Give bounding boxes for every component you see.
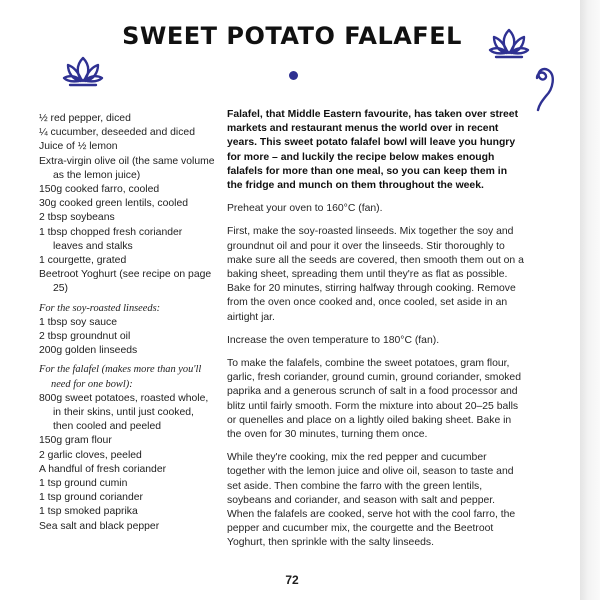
ingredient-item: 150g cooked farro, cooled xyxy=(39,184,160,196)
method-step: To make the falafels, combine the sweet potatoes, gram flour, garlic, fresh coriander, ground cumin, ground coriander, smoked paprika and a generous scrunch of salt in a food processor and blitz until fairly smooth. Form the mixture into about 20–25 balls or quenelles and place on a lightly oiled baking sheet. Bake in the oven for 30 minutes, turning them once. xyxy=(227,358,521,441)
ingredient-item: 1 courgette, grated xyxy=(39,255,127,267)
ingredient-item: 1 tsp smoked paprika xyxy=(39,506,138,518)
ingredient-item: 30g cooked green lentils, cooled xyxy=(39,198,189,210)
divider-dot xyxy=(289,71,298,80)
ingredient-item: 1 tsp ground cumin xyxy=(39,478,128,490)
method-text xyxy=(227,108,525,560)
ingredient-item: 200g golden linseeds xyxy=(39,345,138,357)
ingredient-item: Juice of ½ lemon xyxy=(39,141,118,153)
ingredient-item: Sea salt and black pepper xyxy=(39,520,160,532)
linseeds-subheading: For the soy-roasted linseeds: xyxy=(39,302,161,314)
ingredient-item: A handful of fresh coriander xyxy=(39,463,167,475)
lotus-icon xyxy=(488,26,530,60)
method-step: While they're cooking, mix the red pepper and cucumber together with the lemon juice and olive oil, season to taste and set aside. Then combine the farro with the green lentils, soybeans and coriander, and season with salt and pepper. When the falafels are cooked, serve hot with the cool farro, the pepper and cucumber mix, the courgette and the Beetroot Yoghurt, then sprinkle with the salty linseeds. xyxy=(227,452,516,549)
ingredient-item: 2 garlic cloves, peeled xyxy=(39,449,142,461)
ingredient-item: 1 tbsp soy sauce xyxy=(39,316,117,328)
ingredient-item: 800g sweet potatoes, roasted whole, in their skins, until just cooked, then cooled and peeled xyxy=(39,392,209,433)
recipe-title: SWEET POTATO FALAFEL xyxy=(122,22,462,50)
ingredient-item: ½ red pepper, diced xyxy=(39,113,131,124)
intro-paragraph: Falafel, that Middle Eastern favourite, has taken over street markets and restaurant menus the world over in recent years. This sweet potato falafel bowl will leave you hungry for more – and luckily the recipe below makes enough falafels for more than one meal, so you can keep them in the fridge and munch on them throughout the week. xyxy=(227,109,519,192)
ingredient-item: Extra-virgin olive oil (the same volume as the lemon juice) xyxy=(39,155,215,181)
ingredient-item: Beetroot Yoghurt (see recipe on page 25) xyxy=(39,269,212,295)
swirl-icon xyxy=(527,64,557,112)
page-edge xyxy=(580,0,600,600)
page-number: 72 xyxy=(285,573,299,587)
ingredient-item: 2 tbsp groundnut oil xyxy=(39,331,131,343)
ingredient-item: 1 tsp ground coriander xyxy=(39,492,143,504)
method-step: Increase the oven temperature to 180°C (fan). xyxy=(227,334,440,346)
method-step: Preheat your oven to 160°C (fan). xyxy=(227,203,383,215)
recipe-page xyxy=(2,2,580,598)
falafel-subheading: For the falafel (makes more than you'll need for one bowl): xyxy=(39,364,202,390)
ingredient-item: 1 tbsp chopped fresh coriander leaves and stalks xyxy=(39,226,183,252)
ingredient-item: 150g gram flour xyxy=(39,435,112,447)
method-step: First, make the soy-roasted linseeds. Mix together the soy and groundnut oil and pour it over the linseeds. Stir thoroughly to make sure all the seeds are covered, then smooth them out on a baking sheet, spreading them until they're as flat as possible. Bake for 20 minutes, stirring halfway through cooking. Remove from the oven once cooked and, once cooled, set aside in an airtight jar. xyxy=(227,226,524,323)
ingredients-list xyxy=(39,112,215,534)
lotus-icon xyxy=(62,54,104,88)
ingredient-item: ¼ cucumber, deseeded and diced xyxy=(39,127,195,139)
ingredient-item: 2 tbsp soybeans xyxy=(39,212,115,224)
